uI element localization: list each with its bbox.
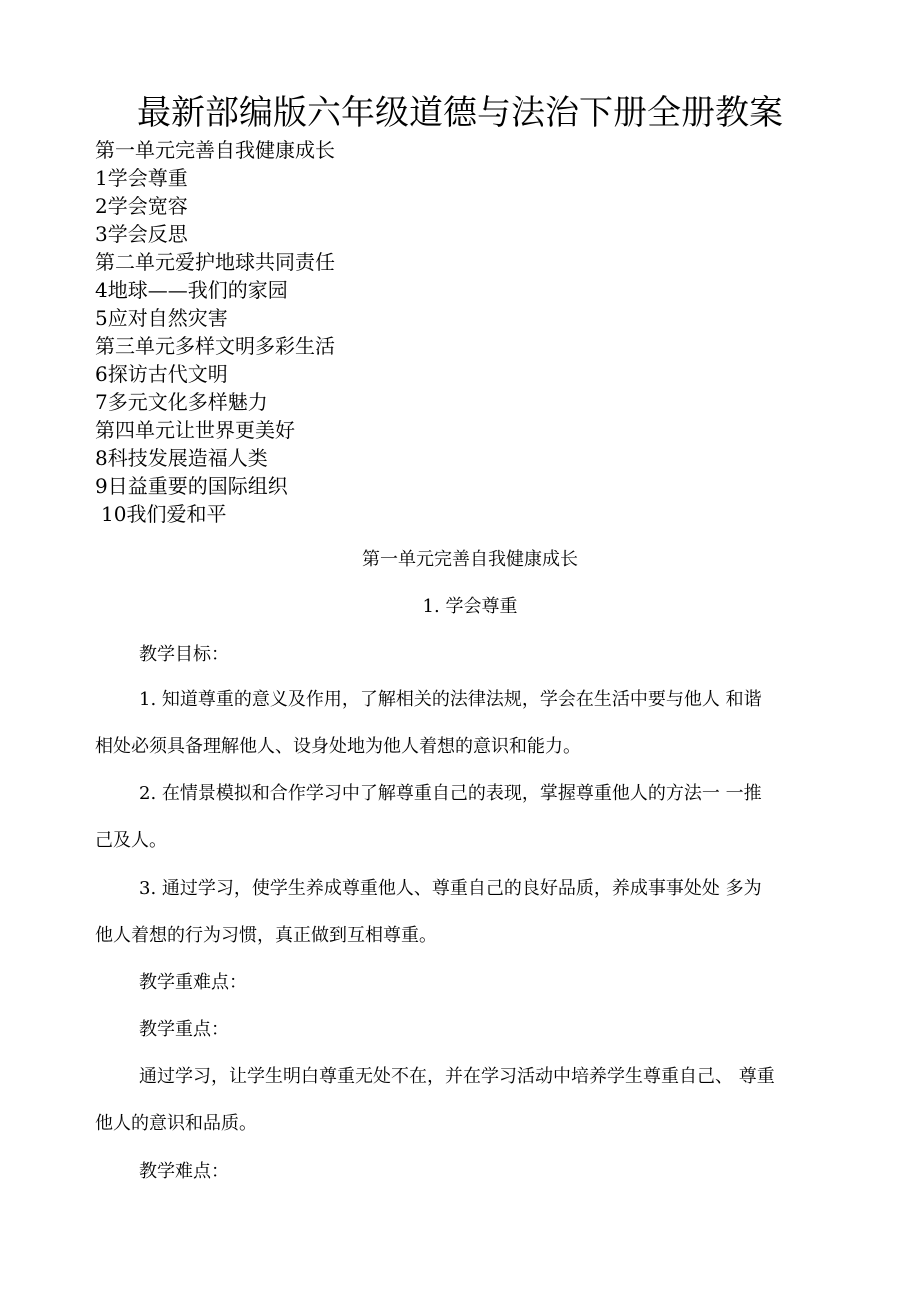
toc-lesson-6: 6探访古代文明 — [95, 362, 228, 386]
toc-unit-4: 第四单元让世界更美好 — [95, 418, 295, 442]
section-heading-goals: 教学目标： — [139, 644, 229, 665]
document-title: 最新部编版六年级道德与法治下册全册教案 — [137, 93, 783, 133]
toc-lesson-4: 4地球——我们的家园 — [95, 278, 288, 302]
toc-lesson-8: 8科技发展造福人类 — [95, 446, 268, 470]
goal-2-continuation: 己及人。 — [95, 830, 167, 851]
toc-lesson-10: 10我们爱和平 — [101, 502, 227, 526]
key-continuation: 他人的意识和品质。 — [95, 1113, 257, 1134]
unit-heading: 第一单元完善自我健康成长 — [362, 549, 578, 570]
toc-lesson-1: 1学会尊重 — [95, 166, 188, 190]
toc-lesson-7: 7多元文化多样魅力 — [95, 390, 268, 414]
section-heading-difficult: 教学难点： — [139, 1161, 229, 1182]
table-of-contents — [95, 136, 335, 528]
toc-lesson-2: 2学会宽容 — [95, 194, 188, 218]
toc-lesson-5: 5应对自然灾害 — [95, 306, 228, 330]
goal-3-paragraph: 3. 通过学习，使学生养成尊重他人、尊重自己的良好品质，养成事事处处 多为 — [139, 878, 762, 899]
lesson-heading: 1. 学会尊重 — [422, 596, 518, 617]
goal-1-paragraph: 1. 知道尊重的意义及作用，了解相关的法律法规，学会在生活中要与他人 和谐 — [139, 689, 762, 710]
toc-unit-2: 第二单元爱护地球共同责任 — [95, 250, 335, 274]
section-heading-key: 教学重点： — [139, 1019, 229, 1040]
toc-unit-3: 第三单元多样文明多彩生活 — [95, 334, 335, 358]
goal-3-continuation: 他人着想的行为习惯，真正做到互相尊重。 — [95, 925, 437, 946]
toc-lesson-9: 9日益重要的国际组织 — [95, 474, 288, 498]
goal-2-paragraph: 2. 在情景模拟和合作学习中了解尊重自己的表现，掌握尊重他人的方法一 一推 — [139, 783, 762, 804]
goal-1-continuation: 相处必须具备理解他人、设身处地为他人着想的意识和能力。 — [95, 736, 581, 757]
section-heading-key-difficult: 教学重难点： — [139, 972, 247, 993]
toc-lesson-3: 3学会反思 — [95, 222, 188, 246]
key-paragraph: 通过学习，让学生明白尊重无处不在，并在学习活动中培养学生尊重自己、 尊重 — [139, 1066, 775, 1087]
toc-unit-1: 第一单元完善自我健康成长 — [95, 138, 335, 162]
